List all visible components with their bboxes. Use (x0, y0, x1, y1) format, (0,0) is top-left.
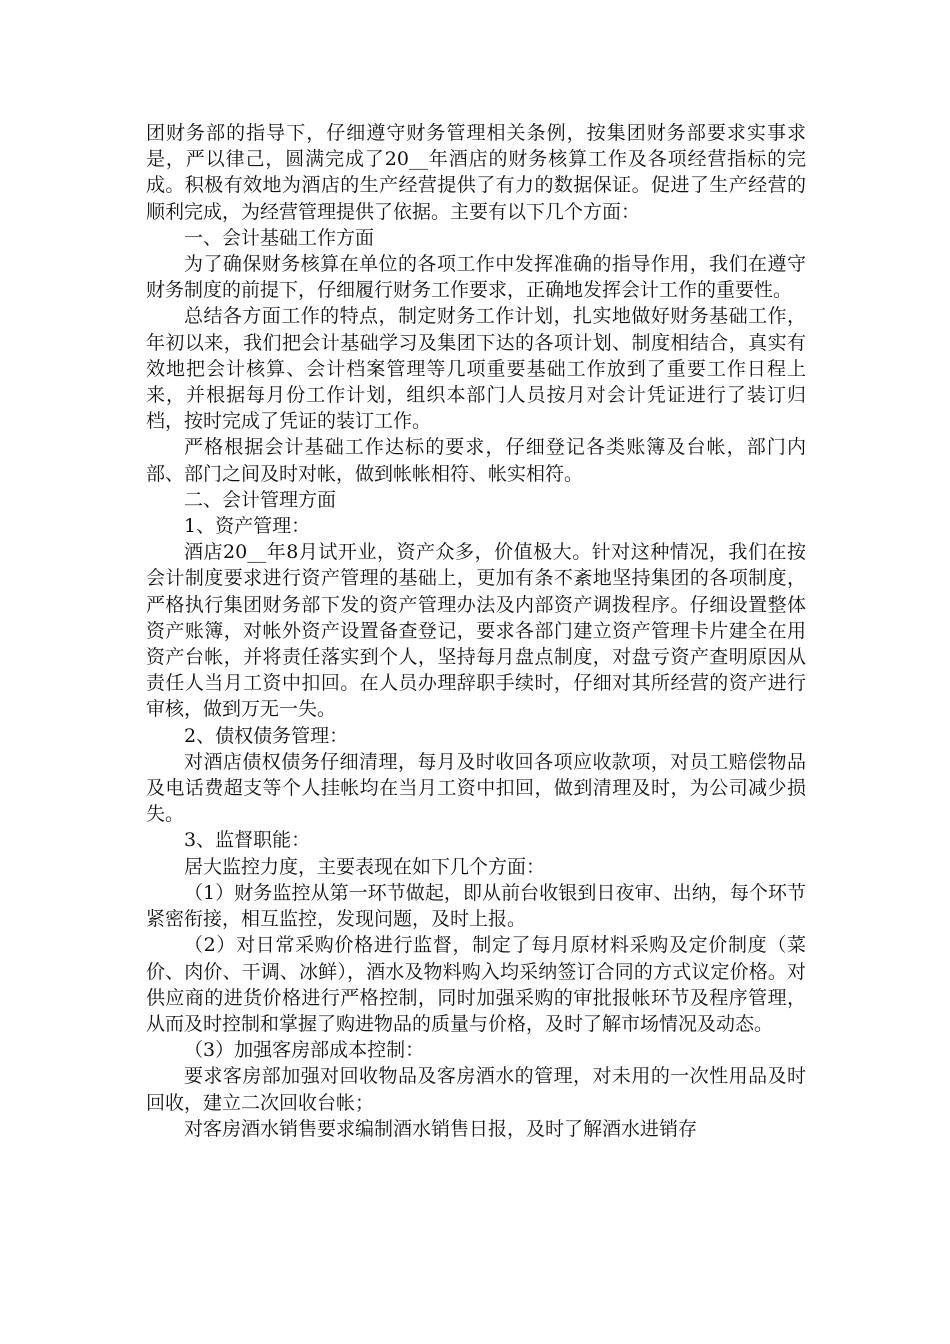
document-body (146, 120, 806, 1142)
paragraph-intro-continued: 团财务部的指导下，仔细遵守财务管理相关条例，按集团财务部要求实事求是，严以律己，圆满完成了20__年酒店的财务核算工作及各项经营指标的完成。积极有效地为酒店的生产经营提供了有力的数据保证。促进了生产经营的顺利完成，为经营管理提供了依据。主要有以下几个方面： (146, 122, 806, 223)
list-item: （1）财务监控从第一环节做起，即从前台收银到日夜审、出纳，每个环节紧密衔接，相互监控，发现问题，及时上报。 (146, 881, 806, 931)
subheading-asset-management: 1、资产管理： (184, 515, 311, 538)
paragraph: 严格根据会计基础工作达标的要求，仔细登记各类账簿及台帐，部门内部、部门之间及时对帐，做到帐帐相符、帐实相符。 (146, 436, 806, 485)
paragraph: 居大监控力度，主要表现在如下几个方面： (184, 855, 546, 878)
section-heading-accounting-management: 二、会计管理方面 (184, 488, 337, 511)
paragraph: 要求客房部加强对回收物品及客房酒水的管理，对未用的一次性用品及时回收，建立二次回收台帐； (146, 1065, 806, 1114)
subheading-debt-management: 2、债权债务管理： (184, 724, 349, 747)
list-item: （2）对日常采购价格进行监督，制定了每月原材料采购及定价制度（菜价、肉价、干调、冰鲜），酒水及物料购入均采纳签订合同的方式议定价格。对供应商的进货价格进行严格控制，同时加强采购的审批报帐环节及程序管理，从而及时控制和掌握了购进物品的质量与价格，及时了解市场情况及动态。 (146, 934, 806, 1035)
paragraph: 对客房酒水销售要求编制酒水销售日报，及时了解酒水进销存 (184, 1117, 698, 1140)
paragraph: 总结各方面工作的特点，制定财务工作计划，扎实地做好财务基础工作，年初以来，我们把会计基础学习及集团下达的各项计划、制度相结合，真实有效地把会计核算、会计档案管理等几项重要基础工作放到了重要工作日程上来，并根据每月份工作计划，组织本部门人员按月对会计凭证进行了装订归档，按时完成了凭证的装订工作。 (146, 305, 806, 433)
subheading-supervision: 3、监督职能： (184, 829, 311, 852)
list-item: （3）加强客房部成本控制： (184, 1039, 425, 1062)
paragraph: 为了确保财务核算在单位的各项工作中发挥准确的指导作用，我们在遵守财务制度的前提下，仔细履行财务工作要求，正确地发挥会计工作的重要性。 (146, 253, 806, 302)
paragraph: 酒店20__年8月试开业，资产众多，价值极大。针对这种情况，我们在按会计制度要求进行资产管理的基础上，更加有条不紊地坚持集团的各项制度，严格执行集团财务部下发的资产管理办法及内部资产调拨程序。仔细设置整体资产账簿，对帐外资产设置备查登记，要求各部门建立资产管理卡片建全在用资产台帐，并将责任落实到个人，坚持每月盘点制度，对盘亏资产查明原因从责任人当月工资中扣回。在人员办理辞职手续时，仔细对其所经营的资产进行审核，做到万无一失。 (146, 541, 806, 721)
paragraph: 对酒店债权债务仔细清理，每月及时收回各项应收款项，对员工赔偿物品及电话费超支等个人挂帐均在当月工资中扣回，做到清理及时，为公司减少损失。 (146, 750, 806, 826)
section-heading-accounting-basics: 一、会计基础工作方面 (184, 226, 375, 249)
